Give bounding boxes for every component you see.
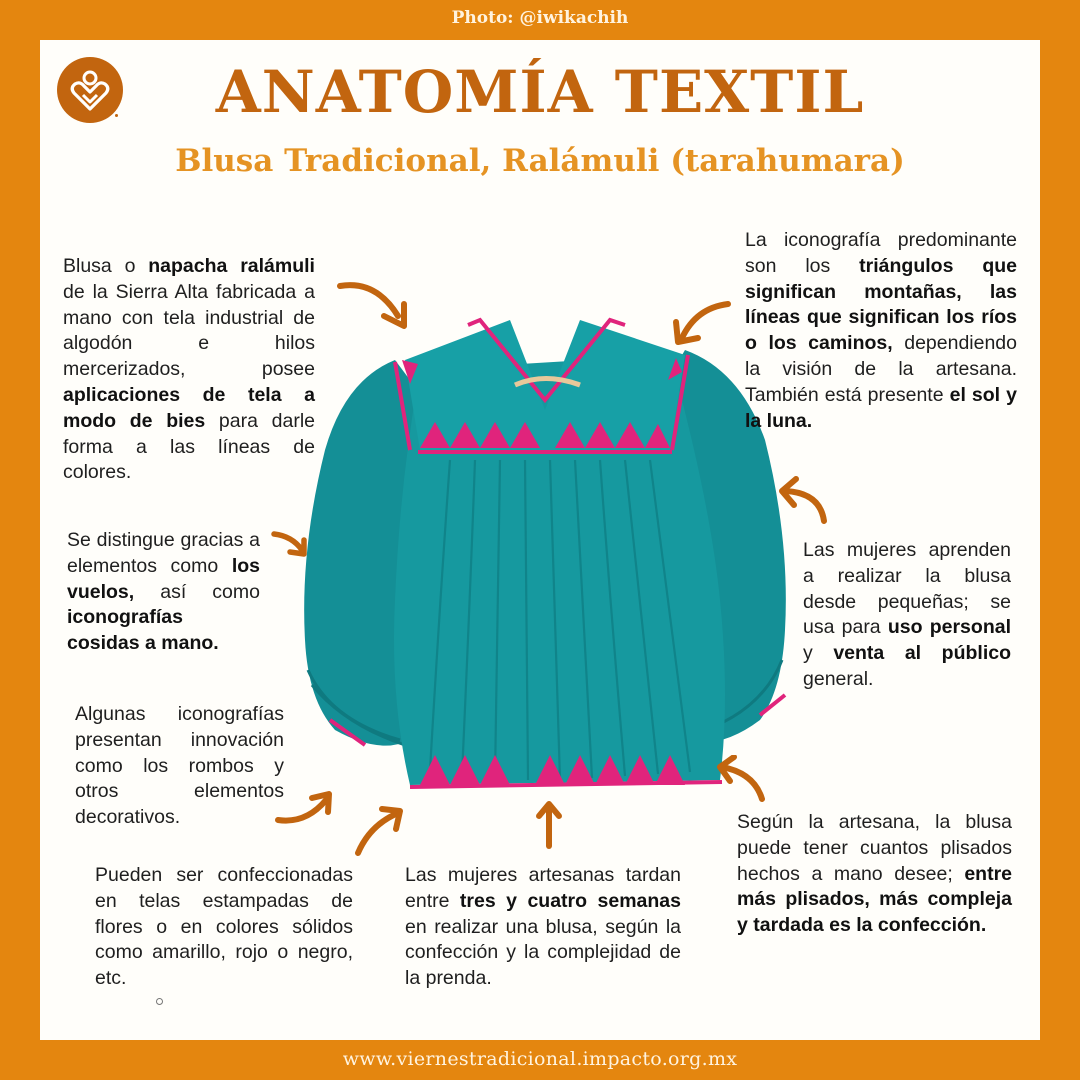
blouse-photo [290, 300, 800, 800]
arrow-to-hem-left-icon [352, 805, 407, 860]
annotation-pleats: Según la artesana, la blusa puede tener cuantos plisados hechos a mano desee; entre más plisados, más compleja y tardada es la confección. [737, 811, 1012, 937]
annotation-iconography: La iconografía predominante son los triángulos que significan montañas, las líneas que significan los ríos o los caminos, dependiendo la visión de la artesana. También está presente el sol y la luna. [745, 229, 1018, 432]
annotation-material: Blusa o napacha ralámuli de la Sierra Alta fabricada a mano con tela industrial de algodón e hilos mercerizados, posee aplicaciones de tela a modo de bies para darle forma a las líneas de colores. [63, 255, 315, 484]
arrow-to-hem-center-icon [534, 798, 564, 850]
annotation-time: Las mujeres artesanas tardan entre tres y cuatro semanas en realizar una blusa, según la confección y la complejidad de la prenda. [405, 864, 681, 990]
annotation-vuelos: Se distingue gracias a elementos como los vuelos, así como iconografías cosidas a mano. [67, 529, 260, 655]
footer-website-link[interactable]: www.viernestradicional.impacto.org.mx [342, 1048, 738, 1070]
arrow-to-yoke-right-icon [668, 298, 732, 348]
page-title: ANATOMÍA TEXTIL [215, 58, 865, 126]
page-subtitle: Blusa Tradicional, Ralámuli (tarahumara) [175, 143, 905, 179]
annotation-innovation: Algunas iconografías presentan innovación como los rombos y otros elementos decorativos. [75, 703, 284, 829]
photo-credit: Photo: @iwikachih [451, 8, 629, 28]
arrow-to-collar-icon [336, 278, 416, 333]
small-circle-mark [156, 998, 163, 1005]
arrow-to-right-sleeve-icon [774, 475, 832, 525]
arrow-to-sleeve-icon [270, 528, 310, 560]
annotation-fabrics: Pueden ser confeccionadas en telas estampadas de flores o en colores sólidos como amarillo, rojo o negro, etc. [95, 864, 353, 990]
annotation-learning: Las mujeres aprenden a realizar la blusa desde pequeñas; se usa para uso personal y venta al público general. [803, 539, 1011, 690]
arrow-to-pleats-icon [712, 755, 768, 803]
